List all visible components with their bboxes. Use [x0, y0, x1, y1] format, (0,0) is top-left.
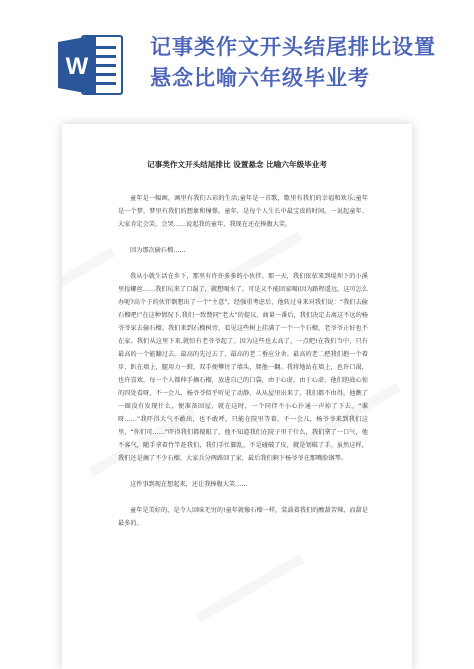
paragraph-4: 这件事到现在想起来，还让我捧腹大笑…… [130, 481, 248, 488]
paragraph-3: 我从小就生活在乡下，那里有许许多多的小伙伴。那一天，我们依依来到堤坝下的小溪里捡螺丝……我们玩来了口渴了，就想喝水了。可是又不能回家喝(因为路程遥远，这可怎么办呢?高个子的伙伴倒想出了一个“主意”，经强重考虑后，他转过身来对我们说：“我们去偷石榴吧!”在这种情况下,我们一致赞同“老大”的提议，商量一番后，我们决定去离这不远的杨爷爷家去偷石榴。我们来到石榴树旁，看见这些树上挂满了一个一个石榴，老爷爷正好也不在家。我们从这里下来,就怕有老爷爷起了。因为这些也太高了，一点吧!在我们当中，只有最高的一个能翻过去。最高的先过去了，最高的老二垂应分舍。最高的老二把我们抱一个着步，趴在墙上，腿用力一蹬，双手便攀住了墙头，爬他一翻。我将地站在墙上，也许口渴，也许喜欢，每一个人都伸手摘石榴，放进自己的口袋，由于心虚，由于心虚，他们胆战心惊的四处看呀，不一会儿，杨爷爷似乎听见了动静，从从屋里出来了，我们都不由得。他瞧了一圈没有发现什么，便准备回屋，就在这时，一个同伴不小心扑通一声掉了下去。“谁呀……”我吓得大气不敢出，也不敢呼，只能在院里等着。不一会儿，杨爷爷来到我们这里，“你们可……”吓得我们都傻眼了，他不知道我们在院子里干什么，我们拿了一口气，他不客气，随手拿着竹竿赶我们，我们手忙脚乱，不是碰破了皮，就是划破了手。虽然这样，我们还是摘了不少石榴，大家兵分两路回了家，最后我们剩下杨爷爷在那嘴脸钢琴。 [118, 273, 368, 462]
document-title: 记事类作文开头结尾排比 设置悬念 比喻六年级毕业考 [147, 160, 327, 169]
title-line-2: 悬念比喻六年级毕业考 [150, 66, 370, 90]
word-document-icon [56, 30, 126, 100]
svg-text:W: W [65, 53, 89, 80]
paragraph-5: 童年是美好的，是令人回味无穷的!童年就像石榴一样，装载着我们的酸甜苦辣，而甜是最多的。 [118, 507, 368, 527]
document-body [118, 192, 368, 543]
paragraph-2: 因为那次偷石榴…… [130, 247, 186, 254]
title-line-1: 记事类作文开头结尾排比设置 [150, 35, 436, 59]
document-page [62, 124, 412, 669]
paragraph-1: 童年是一幅画，画里有我们五彩的生活;童年是一首歌，歌里有我们的幸福和欢乐;童年是一个梦，梦里有我们的想象和憧憬。童年，是每个人生长中最宝贵的时间。一说起童年、大家肯定会笑、会哭……说起我的童年，我现在还在捧腹大笑。 [118, 195, 368, 228]
header [0, 0, 474, 118]
page-title [150, 32, 460, 94]
